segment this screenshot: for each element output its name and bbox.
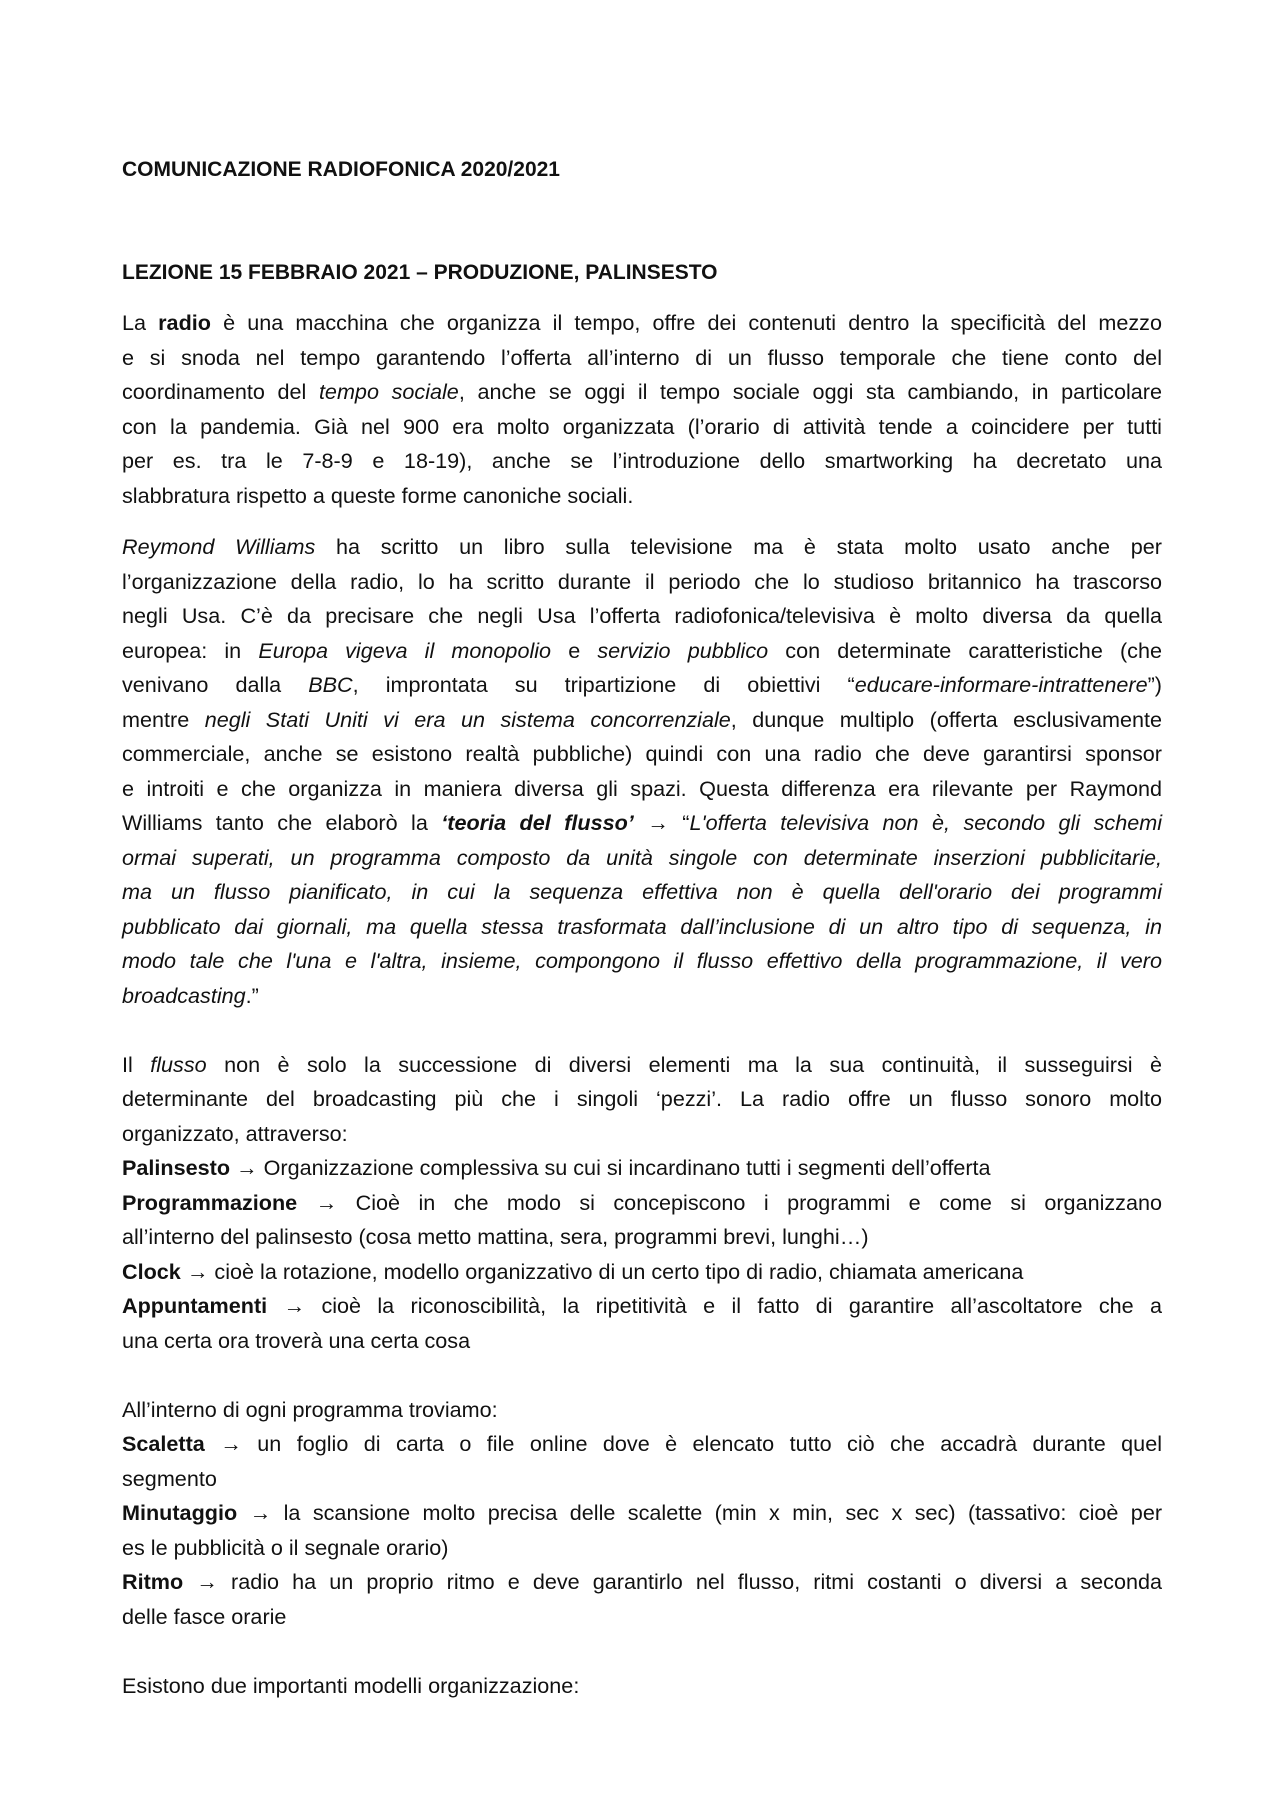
text-line: una certa ora troverà una certa cosa: [122, 1327, 471, 1353]
arrow-icon: →: [220, 1431, 242, 1456]
text-line: segmento: [122, 1465, 217, 1491]
text-line: Palinsesto → Organizzazione complessiva su cui si incardinano tutti i segmenti dell’offerta: [122, 1155, 991, 1180]
arrow-icon: →: [647, 810, 669, 835]
term-minutaggio: [122, 1496, 1162, 1565]
arrow-icon: →: [315, 1189, 338, 1215]
text-line: Esistono due importanti modelli organizzazione:: [122, 1672, 580, 1698]
text-line: Minutaggio → la scansione molto precisa delle scalette (min x min, sec x sec) (tassativo: cioè per: [122, 1500, 1163, 1525]
document-body: [122, 306, 1162, 1703]
paragraph-flusso: [122, 1048, 1162, 1152]
arrow-icon: →: [186, 1258, 209, 1284]
lesson-title: LEZIONE 15 FEBBRAIO 2021 – PRODUZIONE, PALINSESTO: [122, 261, 718, 284]
text-line: La radio è una macchina che organizza il tempo, offre dei contenuti dentro la specificità del mezzo: [122, 310, 1162, 335]
text-line: Ritmo → radio ha un proprio ritmo e deve garantirlo nel flusso, ritmi costanti o diversi a seconda: [122, 1569, 1163, 1594]
text-line: venivano dalla BBC, improntata su tripartizione di obiettivi “educare-informare-intrattenere”): [122, 672, 1162, 697]
text-line: Programmazione → Cioè in che modo si concepiscono i programmi e come si organizzano: [122, 1189, 1163, 1215]
paragraph-modelli: [122, 1669, 1162, 1704]
paragraph-programma: [122, 1393, 1162, 1428]
arrow-icon: →: [236, 1155, 258, 1180]
text-line: commerciale, anche se esistono realtà pubbliche) quindi con una radio che deve garantirsi sponsor: [122, 741, 1162, 766]
text-line: delle fasce orarie: [122, 1603, 287, 1629]
text-line: Il flusso non è solo la successione di diversi elementi ma la sua continuità, il susseguirsi è: [122, 1051, 1162, 1077]
text-line: negli Usa. C’è da precisare che negli Usa l’offerta radiofonica/televisiva è molto diversa da quella: [122, 603, 1162, 628]
text-line: Williams tanto che elaborò la ‘teoria del flusso’ → “L'offerta televisiva non è, secondo gli schemi: [122, 810, 1163, 835]
text-line: organizzato, attraverso:: [122, 1120, 348, 1146]
text-line: all’interno del palinsesto (cosa metto mattina, sera, programmi brevi, lunghi…): [122, 1224, 869, 1249]
text-line: e introiti e che organizza in maniera diversa gli spazi. Questa differenza era rilevante per Raymond: [122, 775, 1162, 801]
text-line: europea: in Europa vigeva il monopolio e servizio pubblico con determinate caratteristiche (che: [122, 637, 1162, 663]
text-line: es le pubblicità o il segnale orario): [122, 1534, 449, 1560]
text-line: mentre negli Stati Uniti vi era un sistema concorrenziale, dunque multiplo (offerta esclusivamente: [122, 706, 1162, 732]
arrow-icon: →: [196, 1569, 218, 1594]
text-line: Reymond Williams ha scritto un libro sulla televisione ma è stata molto usato anche per: [122, 534, 1162, 559]
term-programmazione: [122, 1186, 1162, 1255]
term-appuntamenti: [122, 1289, 1162, 1358]
text-line: e si snoda nel tempo garantendo l’offerta all’interno di un flusso temporale che tiene conto del: [122, 344, 1162, 370]
text-line: per es. tra le 7-8-9 e 18-19), anche se l’introduzione dello smartworking ha decretato una: [122, 448, 1162, 473]
text-line: broadcasting.”: [122, 982, 259, 1008]
text-line: slabbratura rispetto a queste forme canoniche sociali.: [122, 482, 634, 508]
text-line: ma un flusso pianificato, in cui la sequenza effettiva non è quella dell'orario dei programmi: [122, 879, 1162, 904]
text-line: l’organizzazione della radio, lo ha scritto durante il periodo che lo studioso britannico ha trascorso: [122, 568, 1162, 594]
text-line: coordinamento del tempo sociale, anche se oggi il tempo sociale oggi sta cambiando, in particolare: [122, 379, 1162, 404]
term-ritmo: [122, 1565, 1162, 1634]
text-line: pubblicato dai giornali, ma quella stessa trasformata dall’inclusione di un altro tipo di sequenza, in: [122, 913, 1162, 939]
text-line: Clock → cioè la rotazione, modello organizzativo di un certo tipo di radio, chiamata americana: [122, 1258, 1024, 1284]
term-scaletta: [122, 1427, 1162, 1496]
text-line: Appuntamenti → cioè la riconoscibilità, la ripetitività e il fatto di garantire all’ascoltatore che a: [122, 1293, 1163, 1318]
text-line: modo tale che l'una e l'altra, insieme, compongono il flusso effettivo della programmazione, il vero: [122, 948, 1162, 973]
term-palinsesto: [122, 1151, 1162, 1186]
course-title: COMUNICAZIONE RADIOFONICA 2020/2021: [122, 158, 560, 181]
text-line: All’interno di ogni programma troviamo:: [122, 1396, 498, 1422]
text-line: Scaletta → un foglio di carta o file online dove è elencato tutto ciò che accadrà durante quel: [122, 1431, 1162, 1456]
arrow-icon: →: [249, 1500, 272, 1525]
term-clock: [122, 1255, 1162, 1290]
arrow-icon: →: [283, 1293, 306, 1318]
text-line: ormai superati, un programma composto da unità singole con determinate inserzioni pubblicitarie,: [122, 844, 1162, 870]
text-line: determinante del broadcasting più che i singoli ‘pezzi’. La radio offre un flusso sonoro molto: [122, 1086, 1162, 1111]
text-line: con la pandemia. Già nel 900 era molto organizzata (l’orario di attività tende a coincidere per tutti: [122, 413, 1162, 439]
paragraph-radio: [122, 306, 1162, 513]
paragraph-williams: [122, 530, 1162, 1013]
